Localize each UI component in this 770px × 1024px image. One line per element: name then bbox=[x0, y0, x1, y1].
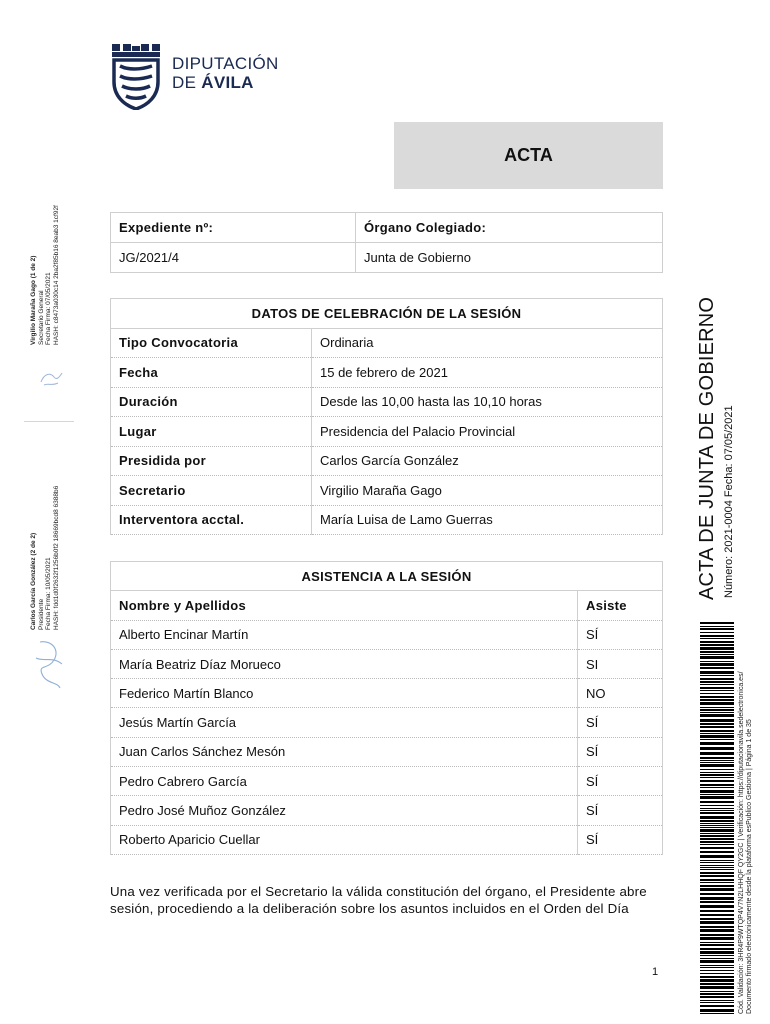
table-row bbox=[111, 679, 663, 708]
asistente-nombre: María Beatriz Díaz Morueco bbox=[111, 649, 578, 678]
signer-date: Fecha Firma: 07/05/2021 bbox=[45, 272, 52, 345]
table-row bbox=[111, 417, 663, 447]
asistente-asiste: SI bbox=[578, 649, 663, 678]
table-row bbox=[111, 737, 663, 766]
signer-date: Fecha Firma: 10/05/2021 bbox=[45, 557, 52, 630]
table-row bbox=[111, 796, 663, 825]
logo-line2-bold: ÁVILA bbox=[201, 73, 254, 92]
side-numero-fecha: Número: 2021-0004 Fecha: 07/05/2021 bbox=[723, 405, 735, 598]
signature-stamp-icon bbox=[38, 368, 64, 390]
signer-role: Secretario General bbox=[37, 290, 45, 345]
table-row bbox=[111, 767, 663, 796]
table-row bbox=[111, 387, 663, 417]
diputacion-logo bbox=[110, 44, 280, 110]
asistencia-table bbox=[110, 561, 663, 855]
datos-value: Virgilio Maraña Gago bbox=[312, 476, 663, 506]
datos-title: DATOS DE CELEBRACIÓN DE LA SESIÓN bbox=[111, 299, 663, 329]
asistente-nombre: Alberto Encinar Martín bbox=[111, 620, 578, 649]
table-row bbox=[111, 620, 663, 649]
col-nombre-header: Nombre y Apellidos bbox=[111, 591, 578, 620]
table-row bbox=[111, 476, 663, 506]
asistente-asiste: SÍ bbox=[578, 737, 663, 766]
side-title: ACTA DE JUNTA DE GOBIERNO bbox=[696, 296, 718, 600]
verification-line1: Cód. Validación: 3HR4P9WTQP4V7N2LHHQF QY2GC | Verificación: https://diputacionavila.sedelectronica.es/ bbox=[738, 671, 745, 1014]
col-asiste-header: Asiste bbox=[578, 591, 663, 620]
datos-label: Interventora acctal. bbox=[111, 505, 312, 535]
verification-line2: Documento firmado electrónicamente desde la plataforma esPublico Gestiona | Página 1 de 35 bbox=[746, 719, 753, 1014]
castle-shield-icon bbox=[110, 44, 162, 110]
datos-value: Presidencia del Palacio Provincial bbox=[312, 417, 663, 447]
expediente-label: Expediente nº: bbox=[111, 213, 356, 243]
logo-wordmark bbox=[172, 54, 279, 92]
asistente-asiste: SÍ bbox=[578, 825, 663, 854]
body-paragraph: Una vez verificada por el Secretario la válida constitución del órgano, el Presidente abre sesión, procediendo a la deliberación sobre los asuntos incluidos en el Orden del Día bbox=[110, 884, 647, 916]
datos-value: María Luisa de Lamo Guerras bbox=[312, 505, 663, 535]
page-number: 1 bbox=[652, 966, 659, 978]
datos-label: Presidida por bbox=[111, 446, 312, 476]
table-row bbox=[111, 708, 663, 737]
signer-name: Virgilio Maraña Gago (1 de 2) bbox=[30, 255, 37, 345]
acta-banner: ACTA bbox=[394, 122, 663, 189]
datos-celebracion-table bbox=[110, 298, 663, 535]
datos-label: Tipo Convocatoria bbox=[111, 328, 312, 358]
asistente-nombre: Federico Martín Blanco bbox=[111, 679, 578, 708]
asistente-nombre: Juan Carlos Sánchez Mesón bbox=[111, 737, 578, 766]
datos-label: Duración bbox=[111, 387, 312, 417]
table-row bbox=[111, 328, 663, 358]
expediente-table bbox=[110, 212, 663, 273]
asistente-asiste: SÍ bbox=[578, 708, 663, 737]
verification-text bbox=[738, 671, 754, 1014]
asistente-nombre: Jesús Martín García bbox=[111, 708, 578, 737]
signature-block-1 bbox=[30, 205, 60, 345]
logo-line1: DIPUTACIÓN bbox=[172, 54, 279, 73]
signature-stamp-icon bbox=[32, 638, 66, 690]
signature-separator bbox=[24, 421, 74, 422]
asistente-nombre: Pedro José Muñoz González bbox=[111, 796, 578, 825]
asistente-nombre: Roberto Aparicio Cuellar bbox=[111, 825, 578, 854]
datos-value: Carlos García González bbox=[312, 446, 663, 476]
barcode-icon bbox=[700, 622, 734, 1014]
organo-label: Órgano Colegiado: bbox=[356, 213, 663, 243]
datos-value: Ordinaria bbox=[312, 328, 663, 358]
table-row bbox=[111, 446, 663, 476]
datos-label: Fecha bbox=[111, 358, 312, 388]
table-row bbox=[111, 825, 663, 854]
datos-label: Lugar bbox=[111, 417, 312, 447]
asistente-asiste: SÍ bbox=[578, 620, 663, 649]
expediente-value: JG/2021/4 bbox=[111, 243, 356, 273]
datos-label: Secretario bbox=[111, 476, 312, 506]
asistente-asiste: SÍ bbox=[578, 796, 663, 825]
asistente-nombre: Pedro Cabrero García bbox=[111, 767, 578, 796]
signature-block-2 bbox=[30, 486, 60, 630]
table-row bbox=[111, 505, 663, 535]
logo-line2 bbox=[172, 73, 279, 92]
asistencia-title: ASISTENCIA A LA SESIÓN bbox=[111, 562, 663, 591]
signer-role: Presidente bbox=[37, 598, 45, 630]
asistente-asiste: SÍ bbox=[578, 767, 663, 796]
asistente-asiste: NO bbox=[578, 679, 663, 708]
logo-line2-prefix: DE bbox=[172, 73, 202, 92]
signer-hash: HASH: fdd1d0f2632f1256b0f2 18669bcd8 6388b6 bbox=[52, 485, 60, 630]
datos-value: 15 de febrero de 2021 bbox=[312, 358, 663, 388]
organo-value: Junta de Gobierno bbox=[356, 243, 663, 273]
signer-name: Carlos García González (2 de 2) bbox=[30, 532, 37, 630]
signer-hash: HASH: c8473a030c14 2ba2f85b16 8eab3 1cf92f bbox=[52, 205, 60, 345]
datos-value: Desde las 10,00 hasta las 10,10 horas bbox=[312, 387, 663, 417]
table-row bbox=[111, 358, 663, 388]
table-row bbox=[111, 649, 663, 678]
